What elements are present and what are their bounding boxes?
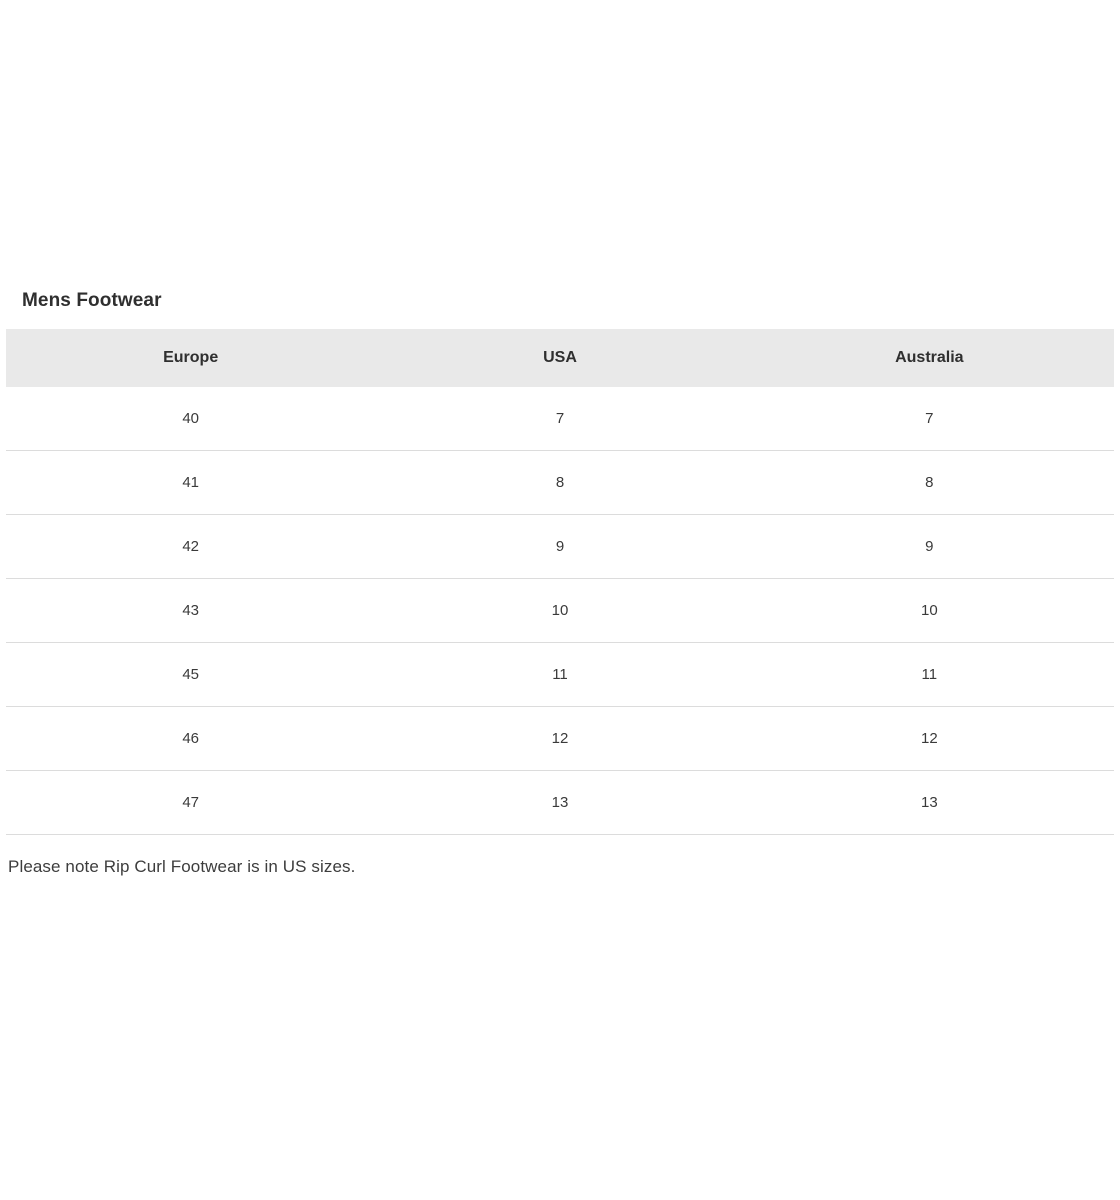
column-header-europe: Europe <box>6 329 375 387</box>
cell-usa: 10 <box>375 579 744 643</box>
table-header-row <box>6 329 1114 387</box>
column-header-australia: Australia <box>745 329 1114 387</box>
cell-australia: 13 <box>745 771 1114 835</box>
cell-europe: 46 <box>6 707 375 771</box>
table-row <box>6 579 1114 643</box>
table-row <box>6 643 1114 707</box>
cell-australia: 8 <box>745 451 1114 515</box>
table-row <box>6 771 1114 835</box>
cell-europe: 40 <box>6 387 375 451</box>
cell-australia: 11 <box>745 643 1114 707</box>
cell-europe: 47 <box>6 771 375 835</box>
cell-australia: 7 <box>745 387 1114 451</box>
footwear-sizing-note: Please note Rip Curl Footwear is in US sizes. <box>8 857 356 876</box>
cell-usa: 8 <box>375 451 744 515</box>
cell-usa: 11 <box>375 643 744 707</box>
cell-usa: 9 <box>375 515 744 579</box>
cell-usa: 12 <box>375 707 744 771</box>
size-conversion-table <box>6 329 1114 835</box>
column-header-usa: USA <box>375 329 744 387</box>
size-chart-content <box>6 290 1114 877</box>
cell-usa: 13 <box>375 771 744 835</box>
cell-europe: 45 <box>6 643 375 707</box>
table-row <box>6 387 1114 451</box>
cell-europe: 41 <box>6 451 375 515</box>
table-header <box>6 329 1114 387</box>
cell-australia: 9 <box>745 515 1114 579</box>
table-row <box>6 515 1114 579</box>
table-row <box>6 707 1114 771</box>
cell-usa: 7 <box>375 387 744 451</box>
table-body <box>6 387 1114 835</box>
cell-europe: 43 <box>6 579 375 643</box>
cell-australia: 12 <box>745 707 1114 771</box>
page-title: Mens Footwear <box>22 290 162 311</box>
table-row <box>6 451 1114 515</box>
cell-europe: 42 <box>6 515 375 579</box>
cell-australia: 10 <box>745 579 1114 643</box>
